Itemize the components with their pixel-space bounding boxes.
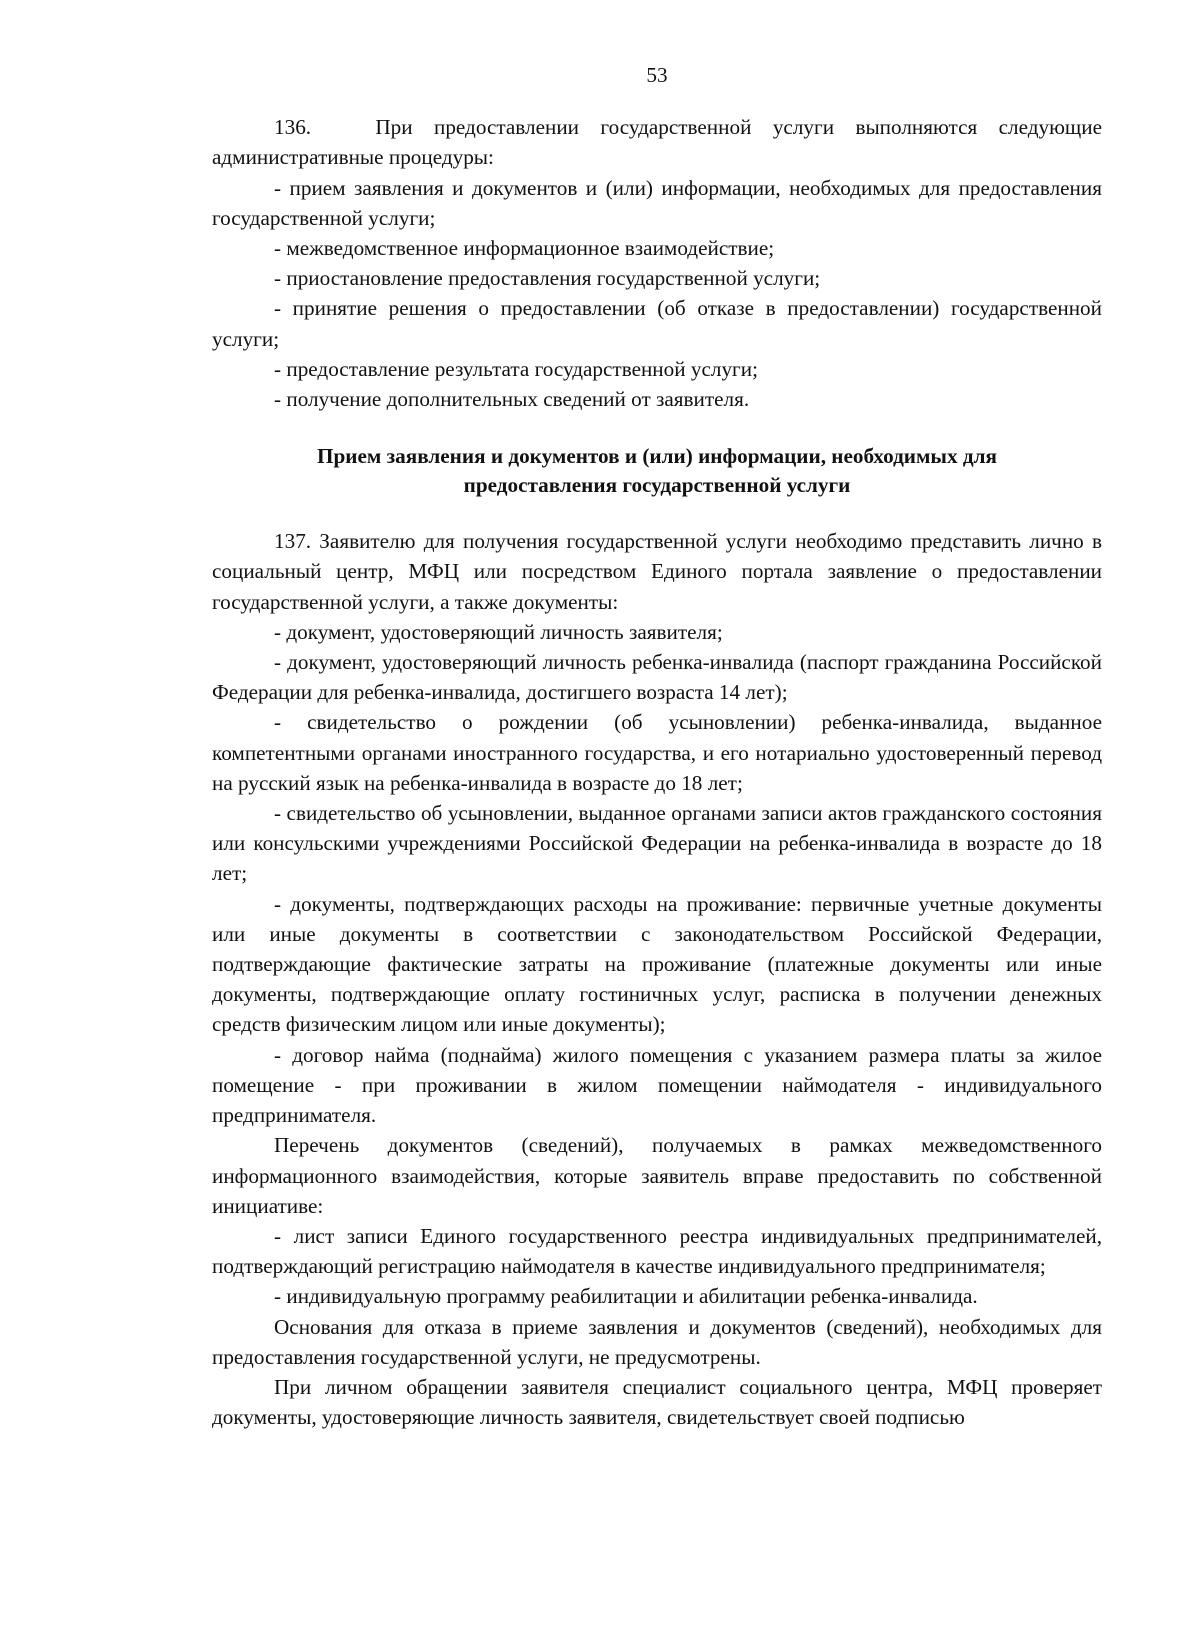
- list-item: - свидетельство о рождении (об усыновлении) ребенка-инвалида, выданное компетентными органами иностранного государства, и его нотариально удостоверенный перевод на русский язык на ребенка-инвалида в возрасте до 18 лет;: [212, 710, 1102, 795]
- section-heading: [212, 442, 1102, 500]
- list-item: - предоставление результата государственной услуги;: [274, 356, 758, 381]
- list-item: - получение дополнительных сведений от заявителя.: [274, 387, 750, 412]
- list-item: - договор найма (поднайма) жилого помещения с указанием размера платы за жилое помещение - при проживании в жилом помещении наймодателя - индивидуального предпринимателя.: [212, 1042, 1102, 1128]
- list-item: - свидетельство об усыновлении, выданное органами записи актов гражданского состояния или консульскими учреждениями Российской Федерации на ребенка-инвалида в возрасте до 18 лет;: [212, 801, 1102, 886]
- paragraph-137-intro: 137. Заявителю для получения государственной услуги необходимо представить лично в социальный центр, МФЦ или посредством Единого портала заявление о предоставлении государственной услуги, а также документы:: [212, 529, 1102, 614]
- paragraph-interagency-list: Перечень документов (сведений), получаемых в рамках межведомственного информационного взаимодействия, которые заявитель вправе предоставить по собственной инициативе:: [212, 1133, 1102, 1218]
- page-number: 53: [646, 63, 668, 87]
- paragraph-136-intro: 136. При предоставлении государственной услуги выполняются следующие административные процедуры:: [212, 115, 1102, 170]
- list-item: - лист записи Единого государственного реестра индивидуальных предпринимателей, подтверждающий регистрацию наймодателя в качестве индивидуального предпринимателя;: [212, 1223, 1102, 1279]
- paragraph-refusal-grounds: Основания для отказа в приеме заявления и документов (сведений), необходимых для предоставления государственной услуги, не предусмотрены.: [212, 1314, 1102, 1369]
- document-page: [212, 60, 1102, 1432]
- section-heading-line-1: Прием заявления и документов и (или) информации, необходимых для: [317, 444, 997, 469]
- list-item: - документы, подтверждающих расходы на проживание: первичные учетные документы или иные документы в соответствии с законодательством Российской Федерации, подтверждающие фактические затраты на проживание (платежные документы или иные документы, подтверждающие оплату гостиничных услуг, расписка в получении денежных средств физическим лицом или иные документы);: [212, 891, 1102, 1037]
- list-item: - документ, удостоверяющий личность ребенка-инвалида (паспорт гражданина Российской Федерации для ребенка-инвалида, достигшего возраста 14 лет);: [212, 650, 1102, 705]
- list-item: - приостановление предоставления государственной услуги;: [274, 266, 821, 291]
- paragraph-personal-appeal: При личном обращении заявителя специалист социального центра, МФЦ проверяет документы, удостоверяющие личность заявителя, свидетельствует своей подписью: [212, 1374, 1102, 1430]
- list-item: - индивидуальную программу реабилитации и абилитации ребенка-инвалида.: [274, 1284, 978, 1309]
- section-136: [212, 112, 1102, 414]
- list-item: - прием заявления и документов и (или) информации, необходимых для предоставления государственной услуги;: [212, 175, 1102, 230]
- list-item: - межведомственное информационное взаимодействие;: [274, 236, 775, 261]
- list-item: - документ, удостоверяющий личность заявителя;: [274, 619, 723, 644]
- section-heading-line-2: предоставления государственной услуги: [463, 473, 851, 498]
- section-137: [212, 526, 1102, 1432]
- list-item: - принятие решения о предоставлении (об отказе в предоставлении) государственной услуги;: [212, 296, 1102, 351]
